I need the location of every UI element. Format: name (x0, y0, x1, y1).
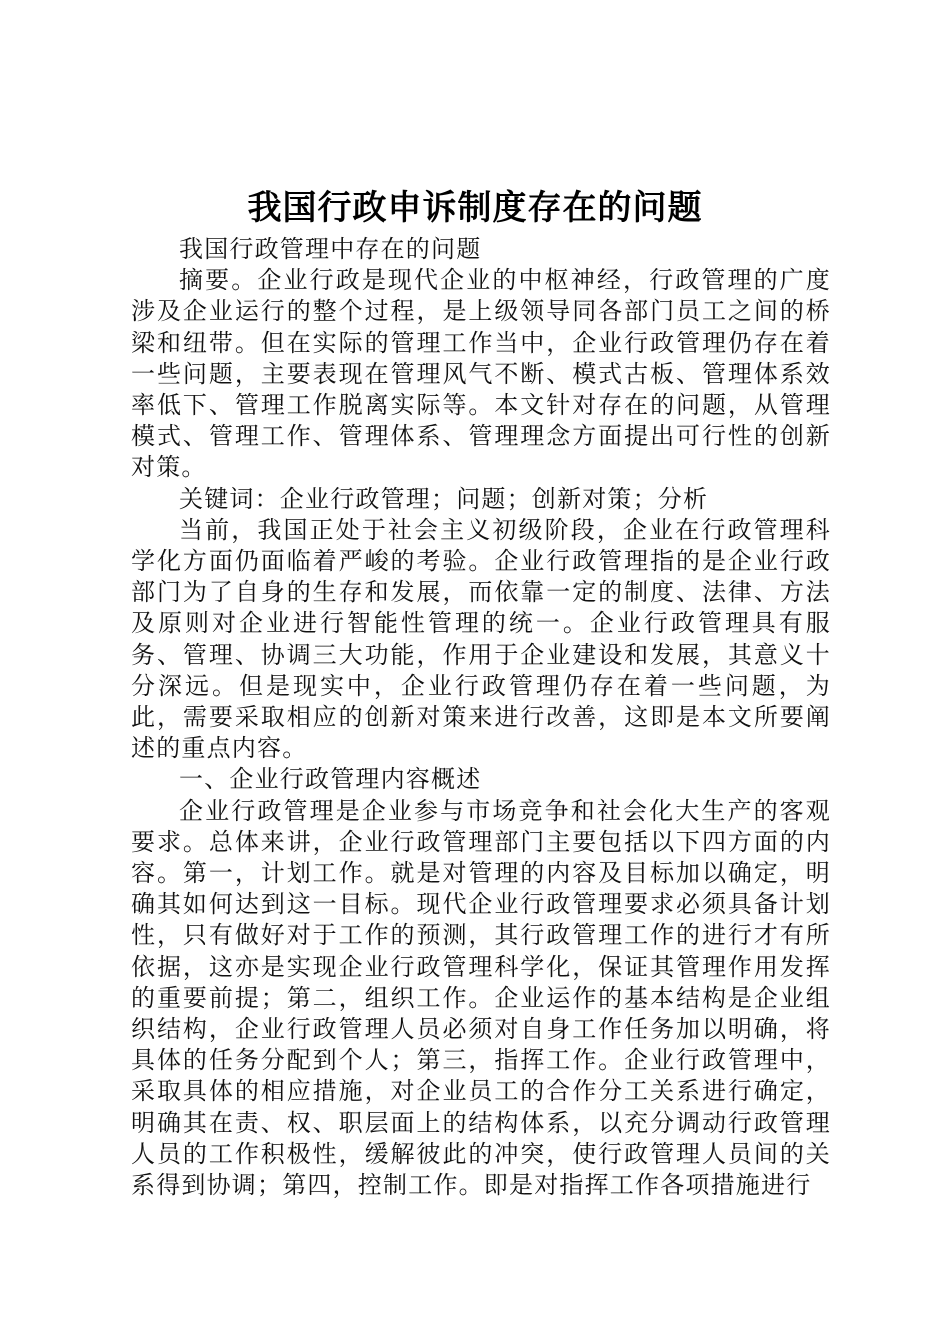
abstract-paragraph: 摘要。企业行政是现代企业的中枢神经，行政管理的广度涉及企业运行的整个过程，是上级领导同各部门员工之间的桥梁和纽带。但在实际的管理工作当中，企业行政管理仍存在着一些问题，主要表现在管理风气不断、模式古板、管理体系效率低下、管理工作脱离实际等。本文针对存在的问题，从管理模式、管理工作、管理体系、管理理念方面提出可行性的创新对策。 (131, 266, 831, 482)
subtitle-paragraph: 我国行政管理中存在的问题 (179, 235, 482, 263)
section-heading: 一、企业行政管理内容概述 (179, 765, 482, 794)
intro-paragraph: 当前，我国正处于社会主义初级阶段，企业在行政管理科学化方面仍面临着严峻的考验。企业行政管理指的是企业行政部门为了自身的生存和发展，而依靠一定的制度、法律、方法及原则对企业进行智能性管理的统一。企业行政管理具有服务、管理、协调三大功能，作用于企业建设和发展，其意义十分深远。但是现实中，企业行政管理仍存在着一些问题，为此，需要采取相应的创新对策来进行改善，这即是本文所要阐述的重点内容。 (131, 515, 831, 763)
keywords-paragraph: 关键词：企业行政管理；问题；创新对策；分析 (179, 484, 709, 513)
body-paragraph: 企业行政管理是企业参与市场竞争和社会化大生产的客观要求。总体来讲，企业行政管理部门主要包括以下四方面的内容。第一，计划工作。就是对管理的内容及目标加以确定，明确其如何达到这一目标。现代企业行政管理要求必须具备计划性，只有做好对于工作的预测，其行政管理工作的进行才有所依据，这亦是实现企业行政管理科学化，保证其管理作用发挥的重要前提；第二，组织工作。企业运作的基本结构是企业组织结构，企业行政管理人员必须对自身工作任务加以明确，将具体的任务分配到个人；第三，指挥工作。企业行政管理中，采取具体的相应措施，对企业员工的合作分工关系进行确定，明确其在责、权、职层面上的结构体系，以充分调动行政管理人员的工作积极性，缓解彼此的冲突，使行政管理人员间的关系得到协调；第四，控制工作。即是对指挥工作各项措施进行 (131, 796, 831, 1200)
document-title: 我国行政申诉制度存在的问题 (247, 188, 703, 228)
document-body (131, 234, 831, 1201)
